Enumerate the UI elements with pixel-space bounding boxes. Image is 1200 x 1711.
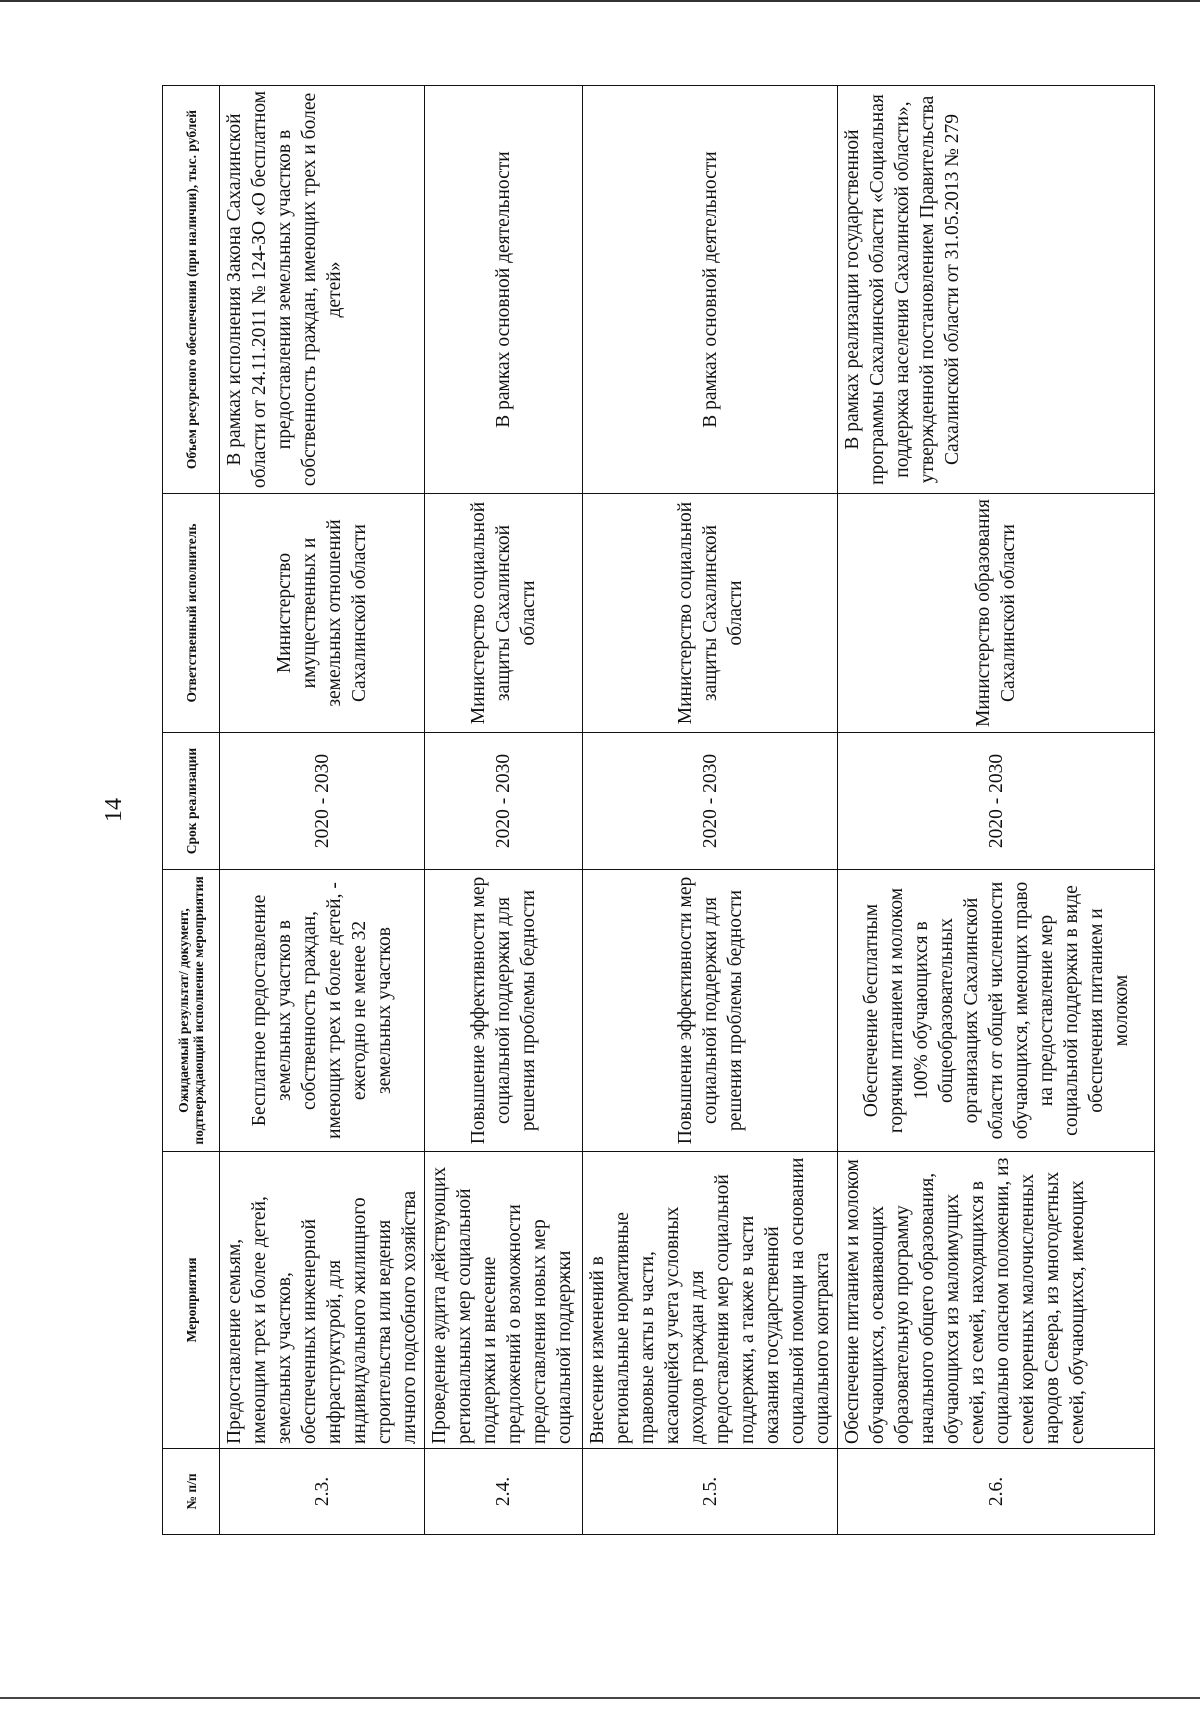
result-cell: Обеспечение бесплатным горячим питанием и молоком 100% обучающихся в общеобразовательных организациях Сахалинской области от общей численности обучающихся, имеющих право на предоставление мер социальной поддержки в виде обеспечения питанием и молоком [838, 870, 1155, 1152]
result-cell: Повышение эффективности мер социальной поддержки для решения проблемы бедности [583, 870, 838, 1152]
result-cell: Бесплатное предоставление земельных участков в собственность граждан, имеющих трех и более детей, - ежегодно не менее 32 земельных участков [220, 870, 425, 1152]
row-number: 2.3. [220, 1449, 425, 1535]
funding-cell: В рамках основной деятельности [583, 86, 838, 494]
term-cell: 2020 - 2030 [583, 733, 838, 870]
responsible-cell: Министерство социальной защиты Сахалинской области [583, 494, 838, 733]
responsible-cell: Министерство социальной защиты Сахалинской области [425, 494, 583, 733]
row-number: 2.6. [838, 1449, 1155, 1535]
measure-cell: Проведение аудита действующих региональных мер социальной поддержки и внесение предложений о возможности предоставления новых мер социальной поддержки [425, 1152, 583, 1449]
responsible-cell: Министерство имущественных и земельных отношений Сахалинской области [220, 494, 425, 733]
header-result: Ожидаемый результат/ документ, подтверждающий исполнение мероприятия [163, 870, 220, 1152]
rotated-page [101, 85, 1132, 1535]
result-cell: Повышение эффективности мер социальной поддержки для решения проблемы бедности [425, 870, 583, 1152]
term-cell: 2020 - 2030 [838, 733, 1155, 870]
header-term: Срок реализации [163, 733, 220, 870]
measure-cell: Предоставление семьям, имеющим трех и более детей, земельных участков, обеспеченных инженерной инфраструктурой, для индивидуального жилищного строительства или ведения личного подсобного хозяйства [220, 1152, 425, 1449]
term-cell: 2020 - 2030 [220, 733, 425, 870]
table-row [425, 86, 583, 1535]
scan-edge-bottom [0, 1697, 1200, 1699]
page-number: 14 [101, 798, 127, 822]
funding-cell: В рамках основной деятельности [425, 86, 583, 494]
header-responsible: Ответственный исполнитель [163, 494, 220, 733]
row-number: 2.4. [425, 1449, 583, 1535]
term-cell: 2020 - 2030 [425, 733, 583, 870]
row-number: 2.5. [583, 1449, 838, 1535]
action-plan-table [162, 85, 1155, 1535]
header-measure: Мероприятия [163, 1152, 220, 1449]
header-funding: Объем ресурсного обеспечения (при наличии), тыс. рублей [163, 86, 220, 494]
funding-cell: В рамках исполнения Закона Сахалинской области от 24.11.2011 № 124-ЗО «О бесплатном предоставлении земельных участков в собственность граждан, имеющих трех и более детей» [220, 86, 425, 494]
measure-cell: Внесение изменений в региональные нормативные правовые акты в части, касающейся учета условных доходов граждан для предоставления мер социальной поддержки, а также в части оказания государственной социальной помощи на основании социального контракта [583, 1152, 838, 1449]
scan-edge-top [0, 0, 1200, 12]
header-num: № п/п [163, 1449, 220, 1535]
funding-cell: В рамках реализации государственной программы Сахалинской области «Социальная поддержка населения Сахалинской области», утвержденной постановлением Правительства Сахалинской области от 31.05.2013 № 279 [838, 86, 1155, 494]
table-row [583, 86, 838, 1535]
responsible-cell: Министерство образования Сахалинской области [838, 494, 1155, 733]
table-header-row [163, 86, 220, 1535]
table-row [220, 86, 425, 1535]
table-row [838, 86, 1155, 1535]
measure-cell: Обеспечение питанием и молоком обучающихся, осваивающих образовательную программу начального общего образования, обучающихся из малоимущих семей, из семей, находящихся в социально опасном положении, из семей коренных малочисленных народов Севера, из многодетных семей, обучающихся, имеющих [838, 1152, 1155, 1449]
